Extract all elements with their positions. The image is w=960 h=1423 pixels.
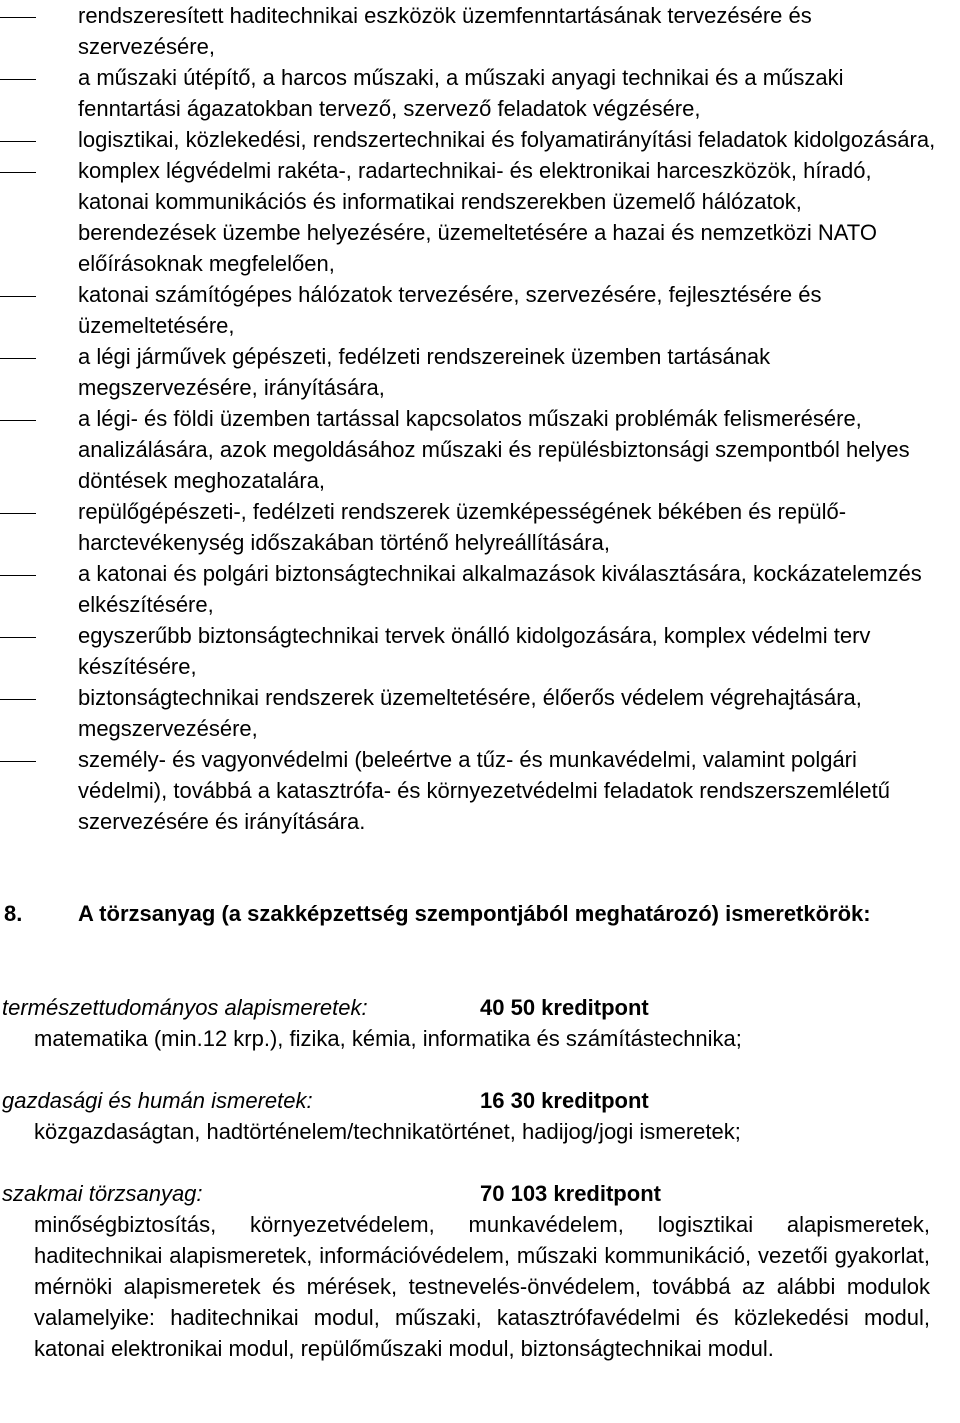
section-number: 8. [4, 901, 23, 926]
credit-block-body: minőségbiztosítás, környezetvédelem, munkavédelem, logisztikai alapismeretek, haditechnikai alapismeretek, információvédelem, műszaki kommunikáció, vezetői gyakorlat, mérnöki alapismeretek és mérések, testnevelés-önvédelem, továbbá az alábbi modulok valamelyike: haditechnikai modul, műszaki, katasztrófavédelmi és közlekedési modul, katonai elektronikai modul, repülőműszaki modul, biztonságtechnikai modul. [34, 1212, 930, 1361]
credit-block-credits: 16 30 kreditpont [480, 1088, 649, 1113]
list-item-text: a műszaki útépítő, a harcos műszaki, a műszaki anyagi technikai és a műszaki fenntartási ágazatokban tervező, szervező feladatok végzésére, [78, 65, 844, 121]
credit-block-natural-sciences [0, 992, 960, 1054]
list-item [0, 62, 960, 124]
credit-block-body: közgazdaságtan, hadtörténelem/technikatörténet, hadijog/jogi ismeretek; [34, 1119, 741, 1144]
list-item [0, 620, 960, 682]
dash-bullet-icon [0, 62, 40, 93]
list-item [0, 279, 960, 341]
dash-bullet-icon [0, 0, 40, 31]
credit-block-credits: 70 103 kreditpont [480, 1181, 661, 1206]
list-item-text: a katonai és polgári biztonságtechnikai alkalmazások kiválasztására, kockázatelemzés elkészítésére, [78, 561, 922, 617]
list-item-text: repülőgépészeti-, fedélzeti rendszerek üzemképességének békében és repülő-harctevékenység időszakában történő helyreállítására, [78, 499, 847, 555]
dash-bullet-icon [0, 341, 40, 372]
list-item-text: egyszerűbb biztonságtechnikai tervek önálló kidolgozására, komplex védelmi terv készítésére, [78, 623, 871, 679]
dash-bullet-icon [0, 558, 40, 589]
credit-block-label: természettudományos alapismeretek: [2, 995, 368, 1020]
credit-block-economics-humanities [0, 1085, 960, 1147]
dash-bullet-icon [0, 744, 40, 775]
list-item [0, 0, 960, 62]
credit-block-header [0, 1085, 960, 1116]
dash-bullet-icon [0, 279, 40, 310]
list-item [0, 403, 960, 496]
list-item [0, 496, 960, 558]
credit-block-credits: 40 50 kreditpont [480, 995, 649, 1020]
list-item [0, 341, 960, 403]
credit-block-label: szakmai törzsanyag: [2, 1181, 203, 1206]
credit-block-label: gazdasági és humán ismeretek: [2, 1088, 313, 1113]
heading-block [0, 898, 960, 929]
list-item-text: személy- és vagyonvédelmi (beleértve a tűz- és munkavédelmi, valamint polgári védelmi), továbbá a katasztrófa- és környezetvédelmi feladatok rendszerszemléletű szervezésére és irányítására. [78, 747, 890, 834]
dash-bullet-icon [0, 403, 40, 434]
list-item-text: a légi- és földi üzemben tartással kapcsolatos műszaki problémák felismerésére, analizálására, azok megoldásához műszaki és repülésbiztonsági szempontból helyes döntések meghozatalára, [78, 406, 910, 493]
list-item-text: katonai számítógépes hálózatok tervezésére, szervezésére, fejlesztésére és üzemeltetésére, [78, 282, 822, 338]
dash-bullet-icon [0, 155, 40, 186]
list-item-text: rendszeresített haditechnikai eszközök üzemfenntartásának tervezésére és szervezésére, [78, 3, 812, 59]
list-item-text: a légi járművek gépészeti, fedélzeti rendszereinek üzemben tartásának megszervezésére, irányítására, [78, 344, 771, 400]
credit-block-header [0, 992, 960, 1023]
list-item [0, 155, 960, 279]
list-item-text: komplex légvédelmi rakéta-, radartechnikai- és elektronikai harceszközök, híradó, katonai kommunikációs és informatikai rendszerekben üzemelő hálózatok, berendezések üzembe helyezésére, üzemeltetésére a hazai és nemzetközi NATO előírásoknak megfelelően, [78, 158, 877, 276]
credit-block-professional-core [0, 1178, 960, 1364]
credit-block-body: matematika (min.12 krp.), fizika, kémia, informatika és számítástechnika; [34, 1026, 742, 1051]
list-item-text: logisztikai, közlekedési, rendszertechnikai és folyamatirányítási feladatok kidolgozására, [78, 127, 936, 152]
list-item [0, 124, 960, 155]
section-title: A törzsanyag (a szakképzettség szempontjából meghatározó) ismeretkörök: [78, 901, 871, 926]
dash-bullet-icon [0, 682, 40, 713]
list-item [0, 682, 960, 744]
dash-bullet-icon [0, 124, 40, 155]
credit-block-header [0, 1178, 960, 1209]
dash-bullet-icon [0, 496, 40, 527]
list-item [0, 744, 960, 837]
list-item-text: biztonságtechnikai rendszerek üzemeltetésére, élőerős védelem végrehajtására, megszervezésére, [78, 685, 862, 741]
section-heading [0, 898, 960, 929]
list-item [0, 558, 960, 620]
dash-bullet-icon [0, 620, 40, 651]
